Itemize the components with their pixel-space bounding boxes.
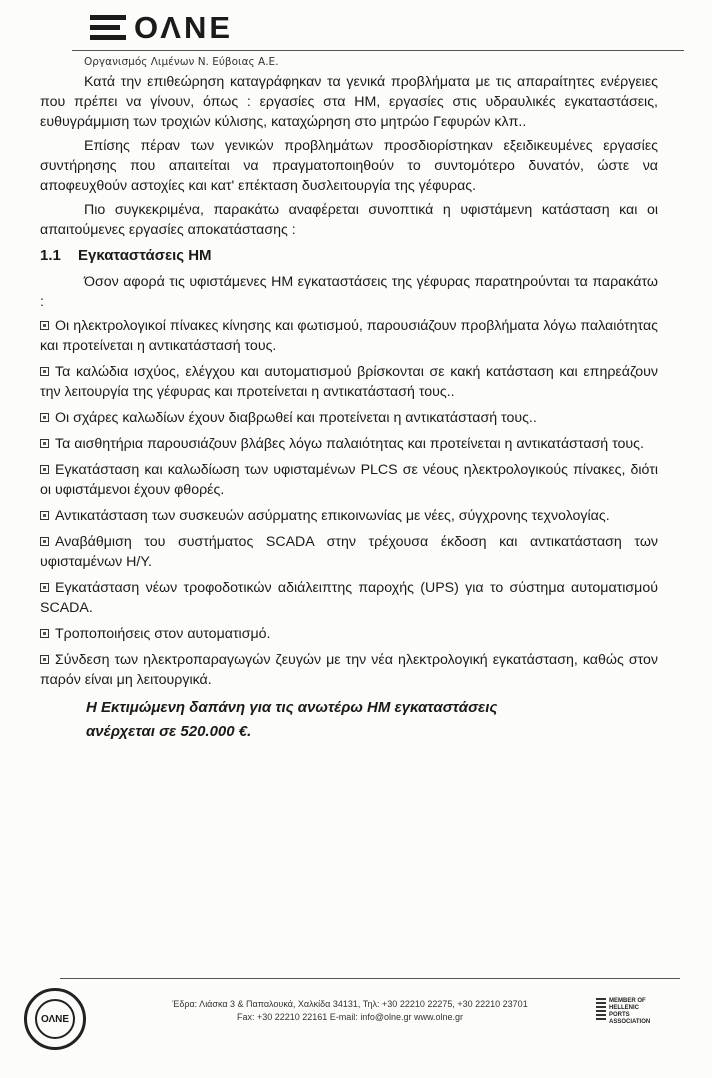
cost-line: Η Εκτιμώμενη δαπάνη για τις ανωτέρω ΗΜ εγκαταστάσεις xyxy=(86,699,498,716)
footer-contact-line: Fax: +30 22210 22161 E-mail: info@olne.gr www.olne.gr xyxy=(236,1012,463,1022)
cost-amount: ανέρχεται σε 520.000 €. xyxy=(86,723,252,740)
list-item xyxy=(40,624,658,644)
member-badge xyxy=(596,998,656,1026)
list-item-text: Τα αισθητήρια παρουσιάζουν βλάβες λόγω παλαιότητας και προτείνεται η αντικατάστασή τους. xyxy=(55,436,644,452)
seal-center: ΟΛΝΕ xyxy=(35,999,75,1039)
header-divider xyxy=(72,50,684,51)
bullet-icon xyxy=(40,583,49,592)
member-text: MEMBER OF HELLENIC PORTS ASSOCIATION xyxy=(609,998,651,1025)
list-item xyxy=(40,532,658,572)
section-heading xyxy=(40,246,658,266)
footer-divider xyxy=(60,978,680,979)
list-item xyxy=(40,434,658,454)
list-item xyxy=(40,408,658,428)
cost-estimate xyxy=(86,696,658,744)
bullet-icon xyxy=(40,367,49,376)
list-item xyxy=(40,578,658,618)
list-item-text: Αντικατάσταση των συσκευών ασύρματης επικοινωνίας με νέες, σύγχρονης τεχνολογίας. xyxy=(55,508,610,524)
section-intro: Όσον αφορά τις υφιστάμενες ΗΜ εγκαταστάσεις της γέφυρας παρατηρούνται τα παρακάτω : xyxy=(40,274,658,310)
bullet-icon xyxy=(40,655,49,664)
paragraph: Επίσης πέραν των γενικών προβλημάτων προσδιορίστηκαν εξειδικευμένες εργασίες συντήρησης που απαιτείται να πραγματοποιηθούν το συντομότερο δυνατόν, ώστε να αποφευχθούν αστοχίες και κατ' επέκταση δυσλειτουργία της γέφυρας. xyxy=(40,138,658,194)
section-number: 1.1 xyxy=(40,247,61,264)
bullet-icon xyxy=(40,321,49,330)
bullet-icon xyxy=(40,465,49,474)
list-item xyxy=(40,362,658,402)
company-seal-icon xyxy=(24,988,86,1050)
list-item-text: Τροποποιήσεις στον αυτοματισμό. xyxy=(55,626,271,642)
bullet-icon xyxy=(40,511,49,520)
section-title: Εγκαταστάσεις ΗΜ xyxy=(78,247,212,264)
bullet-icon xyxy=(40,413,49,422)
organization-name: Οργανισμός Λιμένων Ν. Εύβοιας Α.Ε. xyxy=(84,56,279,68)
flag-icon xyxy=(596,998,606,1020)
list-item xyxy=(40,460,658,500)
logo-stripes-icon xyxy=(90,13,130,43)
logo xyxy=(90,10,233,46)
bullet-icon xyxy=(40,439,49,448)
logo-text: ΟΛΝΕ xyxy=(134,10,234,45)
list-item-text: Εγκατάσταση και καλωδίωση των υφισταμένων PLCS σε νέους ηλεκτρολογικούς πίνακες, διότι οι υφιστάμενοι έχουν φθορές. xyxy=(40,462,658,498)
list-item-text: Αναβάθμιση του συστήματος SCADA στην τρέχουσα έκδοση και αντικατάσταση των υφισταμένων Η/Υ. xyxy=(40,534,658,570)
list-item-text: Οι ηλεκτρολογικοί πίνακες κίνησης και φωτισμού, παρουσιάζουν προβλήματα λόγω παλαιότητας και προτείνεται η αντικατάστασή τους. xyxy=(40,318,658,354)
list-item-text: Οι σχάρες καλωδίων έχουν διαβρωθεί και προτείνεται η αντικατάστασή τους.. xyxy=(55,410,537,426)
footer-address: Έδρα: Λιάσκα 3 & Παπαλουκά, Χαλκίδα 34131, Τηλ: +30 22210 22275, +30 22210 23701 xyxy=(172,999,528,1009)
list-item xyxy=(40,650,658,690)
list-item xyxy=(40,506,658,526)
footer-contact xyxy=(140,998,560,1024)
bullet-icon xyxy=(40,537,49,546)
list-item xyxy=(40,316,658,356)
list-item-text: Τα καλώδια ισχύος, ελέγχου και αυτοματισμού βρίσκονται σε κακή κατάσταση και επηρεάζουν την λειτουργία της γέφυρας και προτείνεται η αντικατάστασή τους.. xyxy=(40,364,658,400)
document-body xyxy=(40,72,658,744)
letterhead xyxy=(60,6,680,70)
bullet-icon xyxy=(40,629,49,638)
paragraph: Πιο συγκεκριμένα, παρακάτω αναφέρεται συνοπτικά η υφιστάμενη κατάσταση και οι απαιτούμενες εργασίες αποκατάστασης : xyxy=(40,202,658,238)
list-item-text: Εγκατάσταση νέων τροφοδοτικών αδιάλειπτης παροχής (UPS) για το σύστημα αυτοματισμού SCADA. xyxy=(40,580,658,616)
list-item-text: Σύνδεση των ηλεκτροπαραγωγών ζευγών με την νέα ηλεκτρολογική εγκατάσταση, καθώς στον παρόν είναι μη λειτουργικά. xyxy=(40,652,658,688)
paragraph: Κατά την επιθεώρηση καταγράφηκαν τα γενικά προβλήματα με τις απαραίτητες ενέργειες που πρέπει να γίνουν, όπως : εργασίες στα ΗΜ, εργασίες στις υδραυλικές εγκαταστάσεις, ευθυγράμμιση των τροχιών κύλισης, καταχώρηση στο μητρώο Γεφυρών κλπ.. xyxy=(40,74,658,130)
